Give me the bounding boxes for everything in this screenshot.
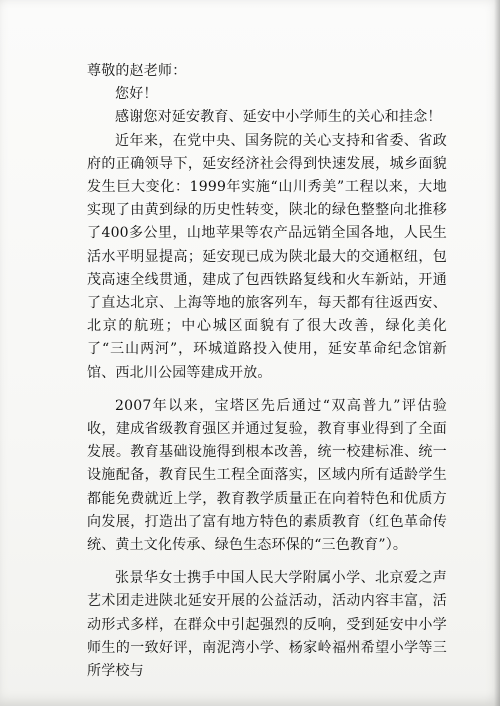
- page-edge-shadow: [494, 0, 500, 706]
- greeting: 您好！: [115, 86, 158, 103]
- salutation: 尊敬的赵老师：: [87, 63, 187, 79]
- paragraph-gap: [87, 557, 447, 567]
- paragraph-education-development: 2007年以来，宝塔区先后通过“双高普九”评估验收，建成省级教育强区并通过复验，教育事业得到了全面发展。教育基础设施得到根本改善，统一校建标准、统一设施配备，教育民生工程全面落实，区域内所有适龄学生都能免费就近上学，教育教学质量正在向着特色和优质方向发展，打造出了富有地方特色的素质教育（红色革命传统、黄土文化传承、绿色生态环保的“三色教育”）。: [87, 397, 447, 554]
- paragraph-gap: [87, 385, 447, 395]
- paragraph-thanks: 感谢您对延安教育、延安中小学师生的关心和挂念！: [115, 109, 442, 126]
- paragraph-yanan-development: 近年来，在党中央、国务院的关心支持和省委、省政府的正确领导下，延安经济社会得到快速发展，城乡面貌发生巨大变化：1999年实施“山川秀美”工程以来，大地实现了由黄到绿的历史性转变，陕北的绿色整整向北推移了400多公里，山地苹果等农产品远销全国各地，人民生活水平明显提高；延安现已成为陕北最大的交通枢纽，包茂高速全线贯通，建成了包西铁路复线和火车新站，开通了直达北京、上海等地的旅客列车，每天都有往返西安、北京的航班；中心城区面貌有了很大改善，绿化美化了“三山两河”，环城道路投入使用，延安革命纪念馆新馆、西北川公园等建成开放。: [87, 132, 447, 381]
- paragraph-charity-activity: 张景华女士携手中国人民大学附属小学、北京爱之声艺术团走进陕北延安开展的公益活动，活动内容丰富，活动形式多样，在群众中引起强烈的反响，受到延安中小学师生的一致好评，南泥湾小学、杨家岭福州希望小学等三所学校与: [87, 570, 447, 680]
- letter-body: [87, 60, 447, 683]
